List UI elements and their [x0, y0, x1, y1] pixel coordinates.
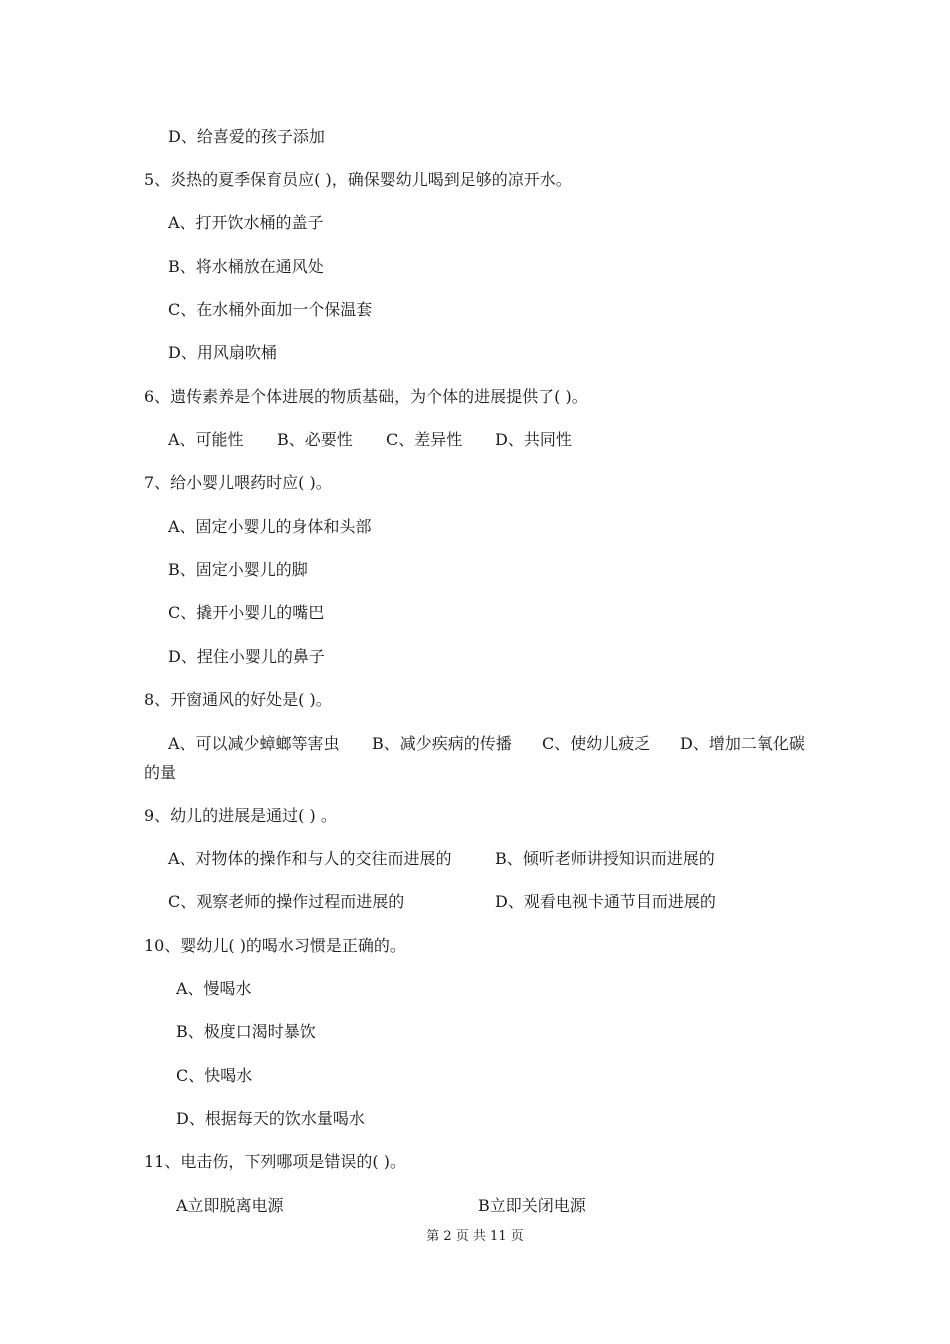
q11-option-b: B立即关闭电源 — [478, 1196, 586, 1215]
question-6: 6、遗传素养是个体进展的物质基础，为个体的进展提供了( )。 — [144, 387, 588, 406]
q10-option-d: D、根据每天的饮水量喝水 — [176, 1109, 365, 1128]
q6-option-b: B、必要性 — [277, 430, 353, 449]
q9-option-b: B、倾听老师讲授知识而进展的 — [495, 849, 715, 868]
q7-option-c: C、撬开小婴儿的嘴巴 — [168, 603, 325, 622]
q6-option-d: D、共同性 — [495, 430, 572, 449]
q4-option-d: D、给喜爱的孩子添加 — [168, 127, 325, 146]
q10-option-c: C、快喝水 — [176, 1066, 253, 1085]
q10-option-b: B、极度口渴时暴饮 — [176, 1022, 316, 1041]
q8-option-d-continued: 的量 — [144, 763, 177, 782]
q8-option-b: B、减少疾病的传播 — [372, 734, 512, 753]
q9-option-d: D、观看电视卡通节目而进展的 — [495, 892, 716, 911]
question-10: 10、婴幼儿( )的喝水习惯是正确的。 — [144, 936, 406, 955]
q7-option-b: B、固定小婴儿的脚 — [168, 560, 308, 579]
q8-option-d: D、增加二氧化碳 — [680, 734, 805, 753]
page-number-footer: 第 2 页 共 11 页 — [426, 1229, 524, 1244]
q9-option-a: A、对物体的操作和与人的交往而进展的 — [168, 849, 452, 868]
q8-option-a: A、可以减少蟑螂等害虫 — [168, 734, 340, 753]
q10-option-a: A、慢喝水 — [176, 979, 252, 998]
q7-option-a: A、固定小婴儿的身体和头部 — [168, 517, 372, 536]
q5-option-b: B、将水桶放在通风处 — [168, 257, 324, 276]
q7-option-d: D、捏住小婴儿的鼻子 — [168, 647, 325, 666]
q5-option-a: A、打开饮水桶的盖子 — [168, 213, 324, 232]
q6-option-c: C、差异性 — [386, 430, 463, 449]
question-9: 9、幼儿的进展是通过( ) 。 — [144, 806, 337, 825]
q5-option-c: C、在水桶外面加一个保温套 — [168, 300, 373, 319]
question-11: 11、电击伤，下列哪项是错误的( )。 — [144, 1152, 406, 1171]
q5-option-d: D、用风扇吹桶 — [168, 343, 277, 362]
q11-option-a: A立即脱离电源 — [176, 1196, 284, 1215]
q8-option-c: C、使幼儿疲乏 — [542, 734, 651, 753]
q9-option-c: C、观察老师的操作过程而进展的 — [168, 892, 405, 911]
question-5: 5、炎热的夏季保育员应( )，确保婴幼儿喝到足够的凉开水。 — [144, 170, 572, 189]
q6-option-a: A、可能性 — [168, 430, 244, 449]
question-8: 8、开窗通风的好处是( )。 — [144, 690, 332, 709]
question-7: 7、给小婴儿喂药时应( )。 — [144, 473, 332, 492]
